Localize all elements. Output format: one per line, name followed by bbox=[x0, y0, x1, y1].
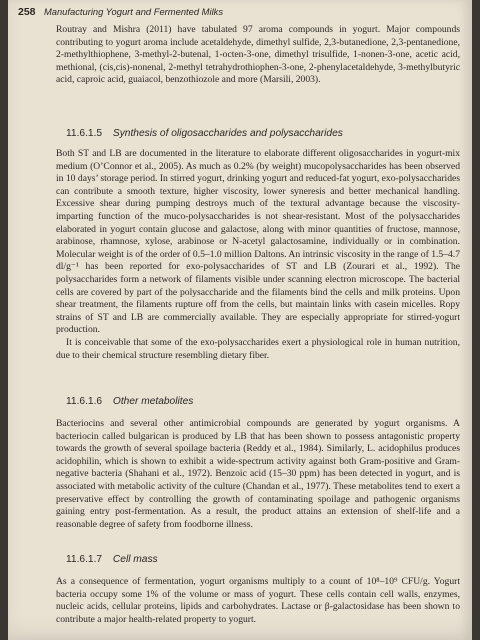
running-title: Manufacturing Yogurt and Fermented Milks bbox=[43, 6, 224, 17]
book-page bbox=[8, 0, 472, 640]
section-number: 11.6.1.5 bbox=[66, 128, 103, 139]
section-body-11-6-1-6 bbox=[56, 418, 460, 531]
section-heading-11-6-1-5 bbox=[66, 128, 343, 139]
running-header bbox=[18, 6, 223, 18]
body-paragraph: Bacteriocins and several other antimicrobial compounds are generated by yogurt organisms. A bacteriocin called bulgarican is produced by LB that has been shown to possess antagonistic property towards the growth of several spoilage bacteria (Reddy et al., 1984). Similarly, L. acidophilus produces acidophilin, which is shown to exhibit a wide-spectrum activity against both Gram-positive and Gram-negative bacteria (Shahani et al., 1972). Benzoic acid (15–30 ppm) has been detected in yogurt, and is associated with metabolic activity of the culture (Chandan et al., 1977). These metabolites tend to exert a preservative effect by controlling the growth of contaminating spoilage and pathogenic organisms gaining entry post-fermentation. As a result, the product attains an extension of shelf-life and a reasonable degree of safety from foodborne illness. bbox=[56, 418, 460, 530]
section-heading-11-6-1-7 bbox=[66, 554, 158, 565]
section-title: Other metabolites bbox=[112, 396, 194, 407]
section-title: Cell mass bbox=[112, 554, 158, 565]
section-number: 11.6.1.7 bbox=[66, 554, 103, 565]
body-paragraph: Both ST and LB are documented in the literature to elaborate different oligosaccharides in yogurt-mix medium (O’Connor et al., 2005). As much as 0.2% (by weight) mucopolysaccharides has been observed in 10 days’ storage period. In stirred yogurt, drinking yogurt and reduced-fat yogurt, exo-polysaccharides can contribute a smooth texture, higher viscosity, lower syneresis and better mechanical handling. Excessive shear during pumping destroys much of the textural advantage because the viscosity-imparting function of the muco-polysaccharides is not shear-resistant. Most of the polysaccharides elaborated in yogurt contain glucose and galactose, along with minor quantities of fructose, mannose, arabinose, rhamnose, xylose, arabinose or N-acetyl galactosamine, individually or in combination. Molecular weight is of the order of 0.5–1.0 million Daltons. An intrinsic viscosity in the range of 1.5–4.7 dl/g⁻¹ has been reported for exo-polysaccharides of ST and LB (Zourari et al., 1992). The polysaccharides form a network of filaments visible under scanning electron microscope. The bacterial cells are covered by part of the polysaccharide and the filaments bind the cells and milk proteins. Upon shear treatment, the filaments rupture off from the cells, but maintain links with casein micelles. Ropy strains of ST and LB are commercially available. They are especially appropriate for stirred-yogurt production. bbox=[56, 148, 460, 336]
section-body-11-6-1-7 bbox=[56, 576, 460, 626]
section-body-11-6-1-5 bbox=[56, 148, 460, 362]
section-number: 11.6.1.6 bbox=[66, 396, 103, 407]
page-number: 258 bbox=[18, 6, 36, 18]
body-paragraph: As a consequence of fermentation, yogurt organisms multiply to a count of 10⁸–10⁹ CFU/g. Yogurt bacteria occupy some 1% of the volume or mass of yogurt. These cells contain cell walls, enzymes, nucleic acids, cellular proteins, lipids and carbohydrates. Lactase or β-galactosidase has been shown to contribute a major health-related property to yogurt. bbox=[56, 576, 460, 625]
intro-text-block bbox=[56, 24, 460, 87]
body-paragraph: It is conceivable that some of the exo-polysaccharides exert a physiological role in human nutrition, due to their chemical structure resembling dietary fiber. bbox=[56, 336, 460, 361]
intro-paragraph: Routray and Mishra (2011) have tabulated 97 aroma compounds in yogurt. Major compounds contributing to yogurt aroma include acetaldehyde, dimethyl sulfide, 2,3-butanedione, 2,3-pentanedione, 2-methylthiophene, 3-methyl-2-butenal, 1-octen-3-one, dimethyl trisulfide, 1-nonen-3-one, acetic acid, methional, (cis,cis)-nonenal, 2-methyl tetrahydrothiophen-3-one, 2-phenylacetaldehyde, 3-methylbutyric acid, caproic acid, guaiacol, benzothiozole and more (Marsili, 2003). bbox=[56, 24, 460, 86]
section-title: Synthesis of oligosaccharides and polysaccharides bbox=[112, 128, 343, 139]
section-heading-11-6-1-6 bbox=[66, 396, 193, 407]
